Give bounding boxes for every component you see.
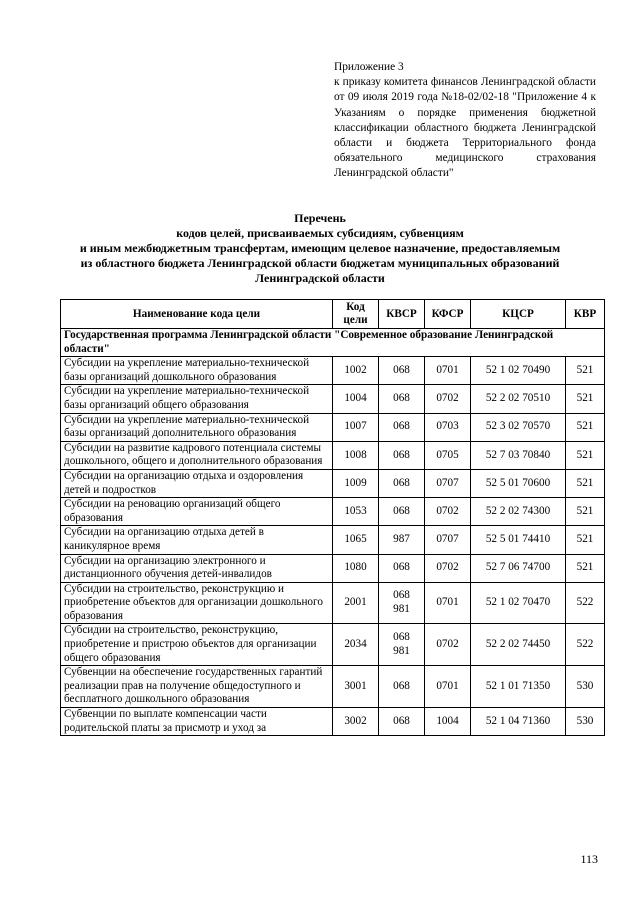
cell-kvr: 522 (566, 624, 605, 666)
target-codes-table (60, 299, 605, 736)
cell-kvsr: 068 (379, 666, 425, 708)
cell-kvr: 521 (566, 385, 605, 413)
cell-kcsr: 52 2 02 70510 (471, 385, 566, 413)
cell-name: Субсидии на реновацию организаций общего образования (61, 498, 333, 526)
cell-name: Субсидии на строительство, реконструкцию и приобретение объектов для организации дошкольного образования (61, 582, 333, 624)
cell-kfsr: 0703 (425, 413, 471, 441)
cell-code: 2034 (333, 624, 379, 666)
cell-kvr: 521 (566, 554, 605, 582)
cell-code: 2001 (333, 582, 379, 624)
cell-kvsr (379, 582, 425, 624)
header-name: Наименование кода цели (61, 300, 333, 329)
cell-name: Субсидии на организацию отдыха и оздоровления детей и подростков (61, 469, 333, 497)
section-row (61, 329, 605, 357)
cell-kcsr: 52 7 06 74700 (471, 554, 566, 582)
cell-code: 1002 (333, 357, 379, 385)
document-title (40, 211, 600, 286)
appendix-reference: к приказу комитета финансов Ленинградской области от 09 июля 2019 года №18-02/02-18 "Приложение 4 к Указаниям о порядке применения бюджетной классификации областного бюджета Ленинградской области и бюджета Территориального фонда обязательного медицинского страхования Ленинградской области" (334, 76, 596, 180)
cell-kcsr: 52 1 04 71360 (471, 708, 566, 736)
table-row (61, 469, 605, 497)
table-row (61, 526, 605, 554)
cell-kfsr: 0702 (425, 624, 471, 666)
cell-kvsr: 068 (379, 498, 425, 526)
cell-code: 1065 (333, 526, 379, 554)
cell-kfsr: 0701 (425, 582, 471, 624)
table-row (61, 666, 605, 708)
title-line-3: и иным межбюджетным трансфертам, имеющим целевое назначение, предоставляемым (79, 241, 561, 255)
cell-kvr: 521 (566, 413, 605, 441)
cell-name: Субсидии на укрепление материально-технической базы организаций дошкольного образования (61, 357, 333, 385)
cell-kvsr-primary: 068 (393, 631, 410, 644)
cell-kcsr: 52 2 02 74450 (471, 624, 566, 666)
cell-name: Субсидии на укрепление материально-технической базы организаций общего образования (61, 385, 333, 413)
cell-code: 1008 (333, 441, 379, 469)
cell-code: 1053 (333, 498, 379, 526)
cell-code: 1004 (333, 385, 379, 413)
cell-kfsr: 0702 (425, 498, 471, 526)
cell-kcsr: 52 3 02 70570 (471, 413, 566, 441)
header-kvr: КВР (566, 300, 605, 329)
cell-kfsr: 0707 (425, 469, 471, 497)
cell-kvsr-primary: 068 (393, 589, 410, 602)
section-title: Государственная программа Ленинградской области "Современное образование Ленинградской области" (61, 329, 605, 357)
title-line-2: кодов целей, присваиваемых субсидиям, субвенциям (176, 226, 464, 240)
cell-kcsr: 52 2 02 74300 (471, 498, 566, 526)
cell-kvr: 521 (566, 526, 605, 554)
cell-kfsr: 0707 (425, 526, 471, 554)
table-row (61, 624, 605, 666)
cell-kvr: 521 (566, 498, 605, 526)
cell-kvsr: 068 (379, 413, 425, 441)
cell-kvr: 521 (566, 357, 605, 385)
cell-kvsr: 068 (379, 708, 425, 736)
table-row (61, 554, 605, 582)
header-code: Код цели (333, 300, 379, 329)
cell-kvsr: 068 (379, 441, 425, 469)
cell-kvsr: 987 (379, 526, 425, 554)
cell-kvsr: 068 (379, 385, 425, 413)
header-kfsr: КФСР (425, 300, 471, 329)
title-line-5: Ленинградской области (255, 271, 385, 285)
cell-name: Субсидии на организацию отдыха детей в каникулярное время (61, 526, 333, 554)
table-row (61, 357, 605, 385)
table-row (61, 582, 605, 624)
cell-kvsr: 068 (379, 469, 425, 497)
table-row (61, 498, 605, 526)
cell-kfsr: 0702 (425, 554, 471, 582)
page-number: 113 (580, 852, 598, 866)
header-kcsr: КЦСР (471, 300, 566, 329)
cell-kcsr: 52 1 01 71350 (471, 666, 566, 708)
title-line-4: из областного бюджета Ленинградской области бюджетам муниципальных образований (80, 256, 560, 270)
table-row (61, 385, 605, 413)
cell-name: Субсидии на строительство, реконструкцию, приобретение и пристрою объектов для организации общего образования (61, 624, 333, 666)
appendix-header (334, 60, 596, 182)
cell-kcsr: 52 5 01 70600 (471, 469, 566, 497)
cell-kfsr: 0701 (425, 357, 471, 385)
cell-kvsr-secondary: 981 (393, 603, 410, 616)
cell-kcsr: 52 1 02 70490 (471, 357, 566, 385)
cell-kfsr: 0701 (425, 666, 471, 708)
cell-kvr: 522 (566, 582, 605, 624)
cell-kvsr: 068 (379, 554, 425, 582)
table-row (61, 441, 605, 469)
cell-name: Субвенции по выплате компенсации части родительской платы за присмотр и уход за (61, 708, 333, 736)
cell-name: Субсидии на развитие кадрового потенциала системы дошкольного, общего и дополнительного образования (61, 441, 333, 469)
cell-kvsr: 068 (379, 357, 425, 385)
cell-code: 3001 (333, 666, 379, 708)
appendix-title: Приложение 3 (334, 61, 404, 73)
cell-kcsr: 52 1 02 70470 (471, 582, 566, 624)
cell-kvr: 530 (566, 666, 605, 708)
cell-kvsr-secondary: 981 (393, 644, 410, 657)
cell-kvr: 521 (566, 469, 605, 497)
header-kvsr: КВСР (379, 300, 425, 329)
cell-kfsr: 0705 (425, 441, 471, 469)
cell-kvsr (379, 624, 425, 666)
cell-kvr: 521 (566, 441, 605, 469)
cell-kfsr: 0702 (425, 385, 471, 413)
cell-name: Субвенции на обеспечение государственных гарантий реализации прав на получение общедоступного и бесплатного дошкольного образования (61, 666, 333, 708)
cell-name: Субсидии на укрепление материально-технической базы организаций дополнительного образования (61, 413, 333, 441)
cell-kcsr: 52 5 01 74410 (471, 526, 566, 554)
cell-name: Субсидии на организацию электронного и дистанционного обучения детей-инвалидов (61, 554, 333, 582)
cell-kvr: 530 (566, 708, 605, 736)
table-row (61, 708, 605, 736)
table-row (61, 413, 605, 441)
cell-code: 1009 (333, 469, 379, 497)
cell-kcsr: 52 7 03 70840 (471, 441, 566, 469)
cell-kfsr: 1004 (425, 708, 471, 736)
table-header-row (61, 300, 605, 329)
title-line-1: Перечень (294, 211, 346, 225)
cell-code: 3002 (333, 708, 379, 736)
cell-code: 1007 (333, 413, 379, 441)
cell-code: 1080 (333, 554, 379, 582)
